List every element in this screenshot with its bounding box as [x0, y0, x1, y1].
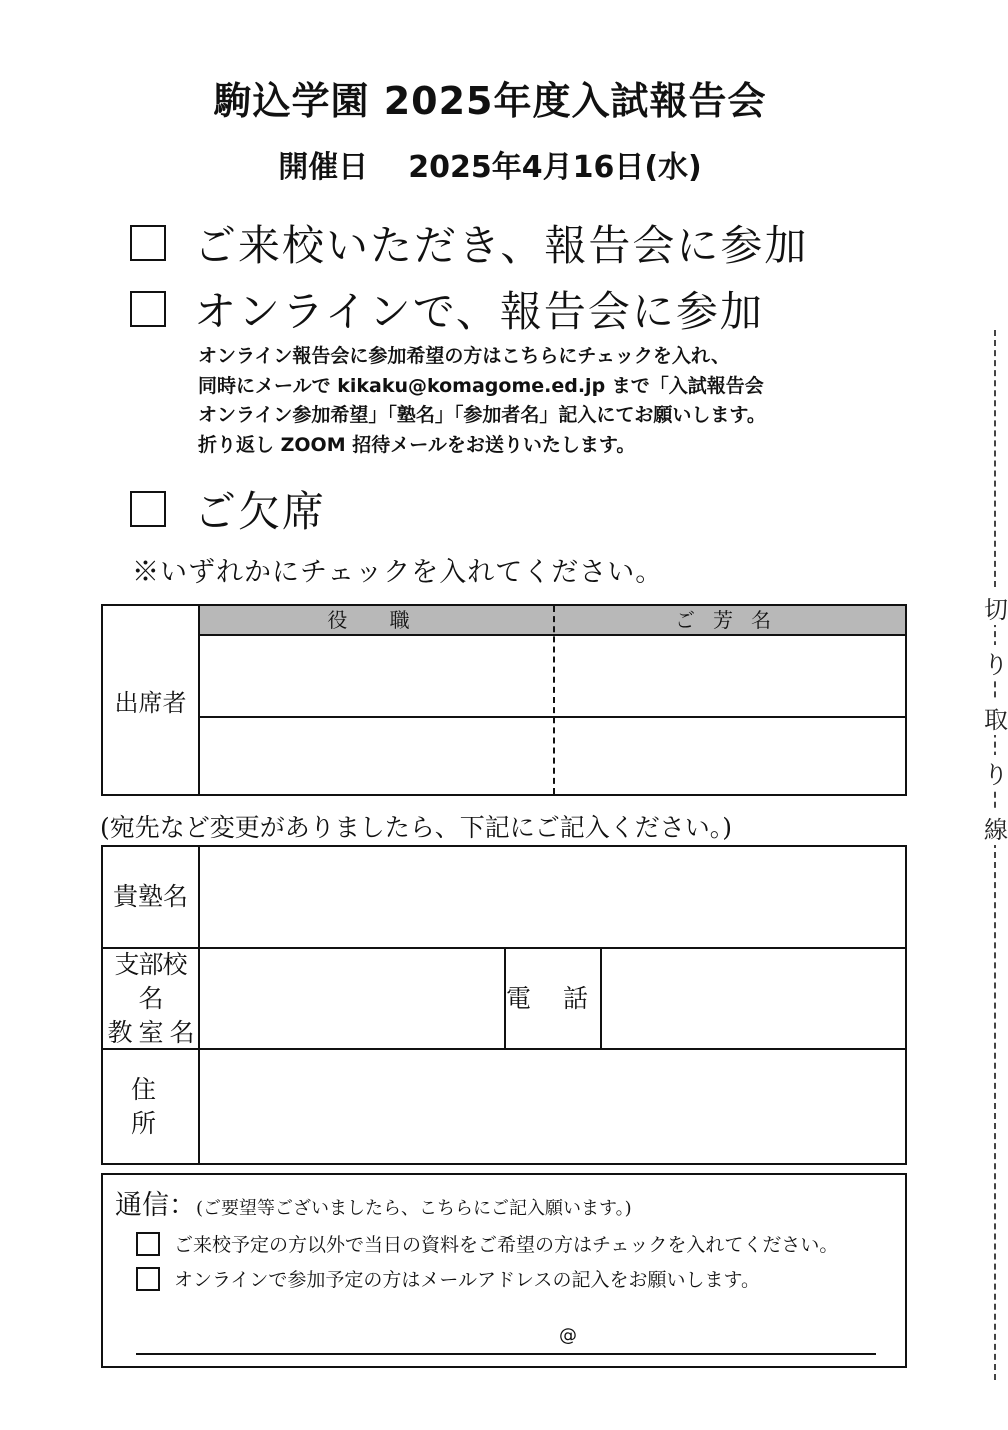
option-attend-online[interactable]	[130, 284, 764, 334]
online-email-option[interactable]	[136, 1265, 760, 1292]
branch-label-line: 支部校名	[114, 949, 187, 1013]
instruction-text: ※いずれかにチェックを入れてください。	[132, 557, 664, 588]
remarks-subtitle: (ご要望等ございましたら、こちらにご記入願います。)	[196, 1198, 632, 1219]
request-materials-checkbox[interactable]	[136, 1232, 160, 1256]
attendee-table	[101, 604, 907, 796]
cut-line-char: 取	[984, 700, 1000, 735]
address-change-note: (宛先など変更がありましたら、下記にご記入ください。)	[100, 813, 733, 842]
remarks-title: 通信：	[115, 1190, 196, 1221]
absent-checkbox[interactable]	[130, 491, 166, 527]
remarks-heading	[115, 1183, 632, 1222]
option-absent[interactable]	[130, 484, 326, 534]
event-date	[0, 142, 980, 186]
request-materials-option[interactable]	[136, 1230, 838, 1257]
attend-online-checkbox[interactable]	[130, 291, 166, 327]
remarks-box	[101, 1173, 907, 1368]
online-note-line: 折り返し ZOOM 招待メールをお送りいたします。	[198, 433, 636, 456]
online-note	[198, 342, 888, 460]
attendee-2-name-field[interactable]	[555, 718, 905, 794]
school-name-label: 貴塾名	[112, 882, 188, 911]
option-label: ご来校いただき、報告会に参加	[194, 221, 809, 270]
at-sign: @	[559, 1325, 577, 1346]
request-materials-label: ご来校予定の方以外で当日の資料をご希望の方はチェックを入れてください。	[174, 1234, 839, 1256]
email-field[interactable]	[136, 1315, 876, 1353]
online-email-label: オンラインで参加予定の方はメールアドレスの記入をお願いします。	[174, 1269, 760, 1291]
attendee-2-position-field[interactable]	[200, 718, 553, 794]
school-name-field[interactable]	[200, 847, 905, 947]
online-note-line: 同時にメールで kikaku@komagome.ed.jp まで「入試報告会	[198, 374, 764, 397]
online-note-line: オンライン報告会に参加希望の方はこちらにチェックを入れ、	[198, 345, 731, 367]
phone-field[interactable]	[602, 949, 905, 1048]
phone-label: 電 話	[506, 983, 600, 1013]
cut-line-char: り	[984, 755, 1000, 790]
option-attend-in-person[interactable]	[130, 218, 808, 268]
position-column-header: 役 職	[327, 608, 428, 632]
page-title: 駒込学園 2025年度入試報告会	[213, 79, 767, 123]
attendee-1-position-field[interactable]	[200, 636, 553, 716]
attendee-row-label: 出席者	[114, 688, 187, 717]
branch-name-label	[103, 949, 198, 1048]
cut-line-char: り	[984, 645, 1000, 680]
online-note-line: オンライン参加希望」「塾名」「参加者名」記入にてお願いします。	[198, 404, 766, 426]
cut-line-char: 線	[984, 810, 1000, 845]
option-label: ご欠席	[194, 487, 327, 536]
address-table	[101, 845, 907, 1165]
online-email-checkbox[interactable]	[136, 1267, 160, 1291]
attend-in-person-checkbox[interactable]	[130, 225, 166, 261]
branch-label-line: 教 室 名	[107, 1017, 194, 1047]
date-label: 開催日	[278, 150, 369, 185]
address-field[interactable]	[200, 1050, 905, 1163]
email-underline	[136, 1353, 876, 1355]
date-value: 2025年4月16日(水)	[408, 150, 702, 185]
cut-line-char: 切	[984, 590, 1000, 625]
attendee-1-name-field[interactable]	[555, 636, 905, 716]
name-column-header: ご芳名	[675, 608, 789, 632]
branch-name-field[interactable]	[200, 949, 504, 1048]
cut-line	[994, 330, 996, 1380]
address-label: 住 所	[130, 1074, 170, 1138]
option-label: オンラインで、報告会に参加	[194, 287, 764, 336]
